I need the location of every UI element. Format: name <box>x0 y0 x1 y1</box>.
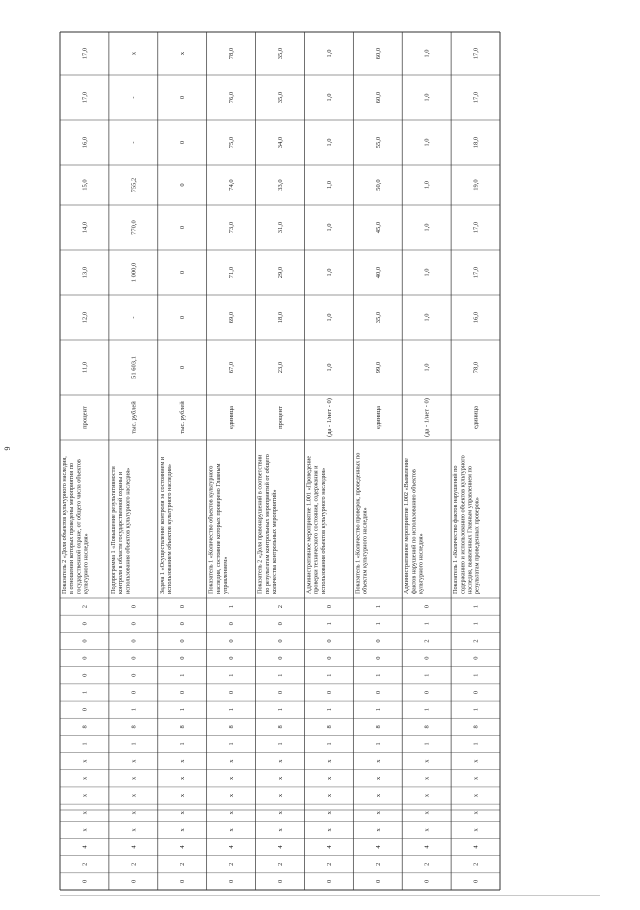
table-value-cell: 18,0 <box>277 311 284 324</box>
table-unit-cell: процент <box>81 406 89 429</box>
table-value-cell: 67,0 <box>228 361 236 374</box>
table-code-cell: 1 <box>228 742 236 746</box>
table-value-cell: - <box>130 96 138 99</box>
table-code-cell: x <box>228 759 236 763</box>
table-text-line: культурного наследия» <box>82 533 90 594</box>
table-code-cell: 2 <box>81 862 89 866</box>
table-value-cell: 0 <box>179 95 187 100</box>
table-text-line: объектам культурного наследия» <box>361 507 369 594</box>
table-text-line: Задача 1 «Осуществление контроля за состоянием и <box>158 456 166 594</box>
table-unit-cell: тыс. рублей <box>179 401 187 434</box>
table-code-cell: x <box>374 811 382 815</box>
table-value-cell: 17,0 <box>81 47 89 60</box>
table-value-cell: 1,0 <box>325 49 333 58</box>
table-text-line: Показатель 2 «Доля правонарушений в соответствии <box>256 454 264 594</box>
table-value-cell: 75,0 <box>228 136 236 149</box>
table-code-cell: x <box>81 811 89 815</box>
table-text-line: использования объектов культурного наследия» <box>319 467 327 594</box>
table-code-cell: x <box>81 776 89 780</box>
table-unit-cell: тыс. рублей <box>130 401 138 434</box>
table-code-cell: x <box>228 793 236 798</box>
table-unit-cell: процент <box>277 406 284 429</box>
table-value-cell: 60,0 <box>374 47 382 60</box>
table-code-cell: 0 <box>472 879 480 884</box>
table-code-cell: 1 <box>179 742 187 746</box>
table-value-cell: 1,0 <box>423 49 431 58</box>
table-code-cell: 4 <box>228 845 236 849</box>
table-code-cell: 8 <box>325 725 333 729</box>
table-code-cell: 0 <box>277 622 284 626</box>
table-text-line: контроля в области государственной охраны и <box>117 471 125 594</box>
table-code-cell: x <box>374 828 382 832</box>
table-value-cell: 1,0 <box>423 363 431 372</box>
table-code-cell: 0 <box>81 656 89 660</box>
table-code-cell: 8 <box>472 725 480 729</box>
table-code-cell: x <box>130 759 138 763</box>
table-code-cell: x <box>179 759 187 763</box>
table-code-cell: 1 <box>374 622 382 626</box>
table-code-cell: 0 <box>179 604 187 609</box>
table-value-cell: 35,0 <box>277 47 284 60</box>
table-code-cell: x <box>81 759 89 763</box>
table-value-cell: - <box>130 316 138 319</box>
table-code-cell: 1 <box>228 604 236 609</box>
table-code-cell: 0 <box>228 639 236 643</box>
table-code-cell: 0 <box>325 639 333 643</box>
table-code-cell: 2 <box>81 604 89 609</box>
table-text-line: управлением» <box>222 556 230 594</box>
table-value-cell: 1,0 <box>325 223 333 232</box>
table-value-cell: 51 603,1 <box>130 356 138 379</box>
table-value-cell: 23,0 <box>277 361 284 374</box>
table-value-cell: 34,0 <box>277 136 284 149</box>
table-text-line: культурного наследия» <box>417 533 425 594</box>
table-text-line: содержанию и использованию объектов культурного <box>459 455 467 594</box>
table-value-cell: 17,0 <box>472 91 480 104</box>
table-code-cell: 1 <box>130 708 138 712</box>
table-value-cell: 1,0 <box>423 268 431 277</box>
table-value-cell: 50,0 <box>374 179 382 191</box>
table-code-cell: 0 <box>374 879 382 884</box>
table-code-cell: 0 <box>277 879 284 884</box>
table-code-cell: 1 <box>81 742 89 746</box>
table-code-cell: x <box>228 811 236 815</box>
table-text-line: Административное мероприятие 1.002 «Выявление <box>403 458 411 594</box>
table-code-cell: x <box>325 811 333 815</box>
table-value-cell: 73,0 <box>228 221 236 234</box>
table-code-cell: 2 <box>325 862 333 866</box>
table-value-cell: 1,0 <box>423 223 431 232</box>
table-unit-cell: (да - 1/нет - 0) <box>325 398 333 437</box>
table-code-cell: x <box>277 776 284 780</box>
table-code-cell: 1 <box>472 708 480 712</box>
table-code-cell: 2 <box>277 604 284 609</box>
table-code-cell: 1 <box>374 604 382 609</box>
table-row-description <box>159 456 173 594</box>
table-value-cell: 19,0 <box>472 179 480 191</box>
table-code-cell: 0 <box>277 639 284 643</box>
table-value-cell: 60,0 <box>374 91 382 104</box>
table-code-cell: x <box>277 759 284 763</box>
table-code-cell: 0 <box>228 656 236 660</box>
table-code-cell: 4 <box>374 845 382 849</box>
table-value-cell: 1,0 <box>423 138 431 147</box>
table-value-cell: 770,0 <box>130 220 138 235</box>
table-code-cell: 0 <box>325 656 333 660</box>
table-value-cell: 1,0 <box>423 93 431 102</box>
table-code-cell: x <box>472 811 480 815</box>
table-value-cell: 55,0 <box>374 136 382 149</box>
table-value-cell: 76,0 <box>228 91 236 104</box>
table-value-cell: 35,0 <box>277 91 284 104</box>
table-code-cell: 0 <box>130 656 138 660</box>
table-code-cell: x <box>179 776 187 780</box>
table-text-line: Показатель 1 «Количество объектов культурного <box>207 465 215 594</box>
table-code-cell: 1 <box>277 673 284 677</box>
table-code-cell: 0 <box>325 690 333 695</box>
table-value-cell: 1,0 <box>325 180 333 190</box>
table-code-cell: 4 <box>277 845 284 849</box>
table-code-cell: 1 <box>374 673 382 677</box>
table-text-line: государственной охране, от общего числа объектов <box>75 459 83 594</box>
table-value-cell: 1,0 <box>325 313 333 322</box>
table-code-cell: x <box>81 828 89 832</box>
table-code-cell: 8 <box>277 725 284 729</box>
table-code-cell: x <box>423 793 431 798</box>
table-code-cell: 1 <box>277 742 284 746</box>
table-text-line: наследия, состояние которых проверено Главным <box>214 463 222 594</box>
table-code-cell: 4 <box>325 845 333 849</box>
table-code-cell: 0 <box>228 879 236 884</box>
table-row-description <box>403 458 424 594</box>
table-code-cell: 0 <box>423 879 431 884</box>
table-code-cell: 0 <box>81 879 89 884</box>
table-code-cell: 0 <box>81 708 89 712</box>
table-code-cell: 8 <box>130 725 138 729</box>
table-code-cell: 8 <box>423 725 431 729</box>
table-code-cell: 0 <box>228 622 236 626</box>
table-value-cell: 1,0 <box>325 138 333 147</box>
table-value-cell: 16,0 <box>81 136 89 149</box>
table-code-cell: 2 <box>228 862 236 866</box>
table-code-cell: 0 <box>423 604 431 609</box>
table-text-line: Административное мероприятие 1.001 «Проведение <box>305 455 313 594</box>
table-row-description <box>110 466 131 594</box>
table-code-cell: 8 <box>374 725 382 729</box>
table-code-cell: 1 <box>81 690 89 695</box>
table-value-cell: 0 <box>179 315 187 320</box>
table-code-cell: 2 <box>423 862 431 866</box>
table-row-description <box>61 456 90 594</box>
table-code-cell: 0 <box>374 656 382 660</box>
table-code-cell: 0 <box>277 690 284 695</box>
table-value-cell: 71,0 <box>228 266 236 279</box>
table-value-cell: 31,0 <box>277 221 284 234</box>
table-code-cell: 1 <box>325 622 333 626</box>
table-text-line: проверки технического состояния, содержания и <box>312 465 320 594</box>
table-text-line: фактов нарушений по использованию объектов <box>410 469 418 594</box>
table-row-description <box>354 453 368 594</box>
table-row-description <box>305 456 326 594</box>
table-value-cell: 1,0 <box>423 313 431 322</box>
table-code-cell: x <box>130 776 138 780</box>
table-code-cell: 2 <box>179 862 187 866</box>
table-text-line: количества контрольных мероприятий» <box>270 489 278 594</box>
table-code-cell: 8 <box>228 725 236 729</box>
table-value-cell: 12,0 <box>81 311 89 324</box>
table-text-line: использования объектов культурного наследия» <box>124 467 132 594</box>
table-code-cell: x <box>277 811 284 815</box>
table-code-cell: 0 <box>423 656 431 660</box>
table-value-cell: 74,0 <box>228 179 236 191</box>
table-code-cell: x <box>325 793 333 798</box>
table-code-cell: 2 <box>423 639 431 643</box>
table-code-cell: 0 <box>472 690 480 695</box>
table-code-cell: 1 <box>277 708 284 712</box>
table-code-cell: 4 <box>130 845 138 849</box>
table-value-cell: 78,0 <box>228 47 236 60</box>
table-unit-cell: (да - 1/нет - 0) <box>423 398 431 437</box>
table-value-cell: - <box>130 141 138 144</box>
table-code-cell: x <box>130 811 138 815</box>
table-code-cell: 4 <box>81 845 89 849</box>
table-value-cell: 16,0 <box>472 311 480 324</box>
table-code-cell: x <box>277 793 284 798</box>
table-code-cell: 1 <box>228 708 236 712</box>
table-value-cell: 1,0 <box>325 93 333 102</box>
table-value-cell: 99,0 <box>374 361 382 374</box>
table-value-cell: 69,0 <box>228 311 236 324</box>
table-code-cell: 2 <box>277 862 284 866</box>
table-code-cell: x <box>130 793 138 798</box>
table-code-cell: 1 <box>130 742 138 746</box>
table-code-cell: 4 <box>423 845 431 849</box>
table-code-cell: 0 <box>179 690 187 695</box>
scan-artifact-line <box>60 895 600 896</box>
table-code-cell: 0 <box>179 639 187 643</box>
table-code-cell: x <box>130 828 138 832</box>
table-value-cell: 14,0 <box>81 221 89 234</box>
table-code-cell: 0 <box>374 639 382 643</box>
table-code-cell: 1 <box>179 673 187 677</box>
table-code-cell: 0 <box>81 673 89 677</box>
table-text-line: в отношении которых проведены мероприятия по <box>68 462 76 594</box>
table-code-cell: 0 <box>81 639 89 643</box>
table-value-cell: 35,0 <box>374 311 382 324</box>
table-code-cell: 1 <box>374 708 382 712</box>
table-value-cell: 1 000,0 <box>130 262 138 283</box>
table-code-cell: x <box>374 776 382 780</box>
table-text-line: результатам проведенных проверок» <box>473 497 481 594</box>
table-code-cell: 1 <box>472 604 480 609</box>
table-code-cell: 0 <box>179 879 187 884</box>
table-text-line: по результатам контрольных мероприятий от общего <box>263 454 271 594</box>
table-text-line: Показатель 1 «Количество проверок, проведенных по <box>354 452 362 594</box>
table-value-cell: 13,0 <box>81 266 89 279</box>
table-code-cell: x <box>228 828 236 832</box>
table-value-cell: 18,0 <box>472 136 480 149</box>
table-code-cell: 0 <box>325 879 333 884</box>
table-value-cell: 0 <box>179 225 187 230</box>
table-value-cell: 17,0 <box>472 266 480 279</box>
table-value-cell: x <box>179 51 187 56</box>
table-code-cell: x <box>423 828 431 832</box>
table-text-line: Подпрограмма 1 «Повышение результативности <box>109 466 117 594</box>
table-code-cell: x <box>325 759 333 763</box>
table-code-cell: x <box>325 828 333 832</box>
table-value-cell: 1,0 <box>325 268 333 277</box>
table-value-cell: x <box>130 51 138 56</box>
table-code-cell: x <box>228 776 236 780</box>
table-code-cell: 0 <box>472 656 480 660</box>
table-text-line: Показатель 2 «Доля объектов культурного наследия, <box>61 456 68 594</box>
table-code-cell: 0 <box>277 656 284 660</box>
table-code-cell: x <box>472 776 480 780</box>
table-code-cell: x <box>472 828 480 832</box>
table-code-cell: 0 <box>130 639 138 643</box>
table-code-cell: 1 <box>423 708 431 712</box>
table-code-cell: 0 <box>130 604 138 609</box>
table-value-cell: 1,0 <box>325 363 333 372</box>
table-value-cell: 0 <box>179 183 187 187</box>
table-code-cell: x <box>179 793 187 798</box>
table-code-cell: 2 <box>374 862 382 866</box>
table-value-cell: 11,0 <box>81 361 89 374</box>
table-code-cell: x <box>423 759 431 763</box>
table-row-description <box>208 463 229 594</box>
table-value-cell: 15,0 <box>81 179 89 191</box>
table-code-cell: 1 <box>325 742 333 746</box>
table-code-cell: x <box>423 776 431 780</box>
table-value-cell: 755,2 <box>130 177 138 193</box>
table-value-cell: 78,0 <box>472 361 480 374</box>
table-code-cell: x <box>325 776 333 780</box>
table-code-cell: 0 <box>228 690 236 695</box>
table-code-cell: 1 <box>228 673 236 677</box>
table-value-cell: 17,0 <box>81 91 89 104</box>
table-code-cell: 0 <box>130 690 138 695</box>
table-value-cell: 33,0 <box>277 179 284 191</box>
table-text-line: использованием объектов культурного наследия» <box>165 464 173 594</box>
table-unit-cell: единица <box>472 406 480 429</box>
table-value-cell: 1,0 <box>423 180 431 190</box>
table-code-cell: 2 <box>130 862 138 866</box>
table-code-cell: 2 <box>472 862 480 866</box>
table-code-cell: 2 <box>472 639 480 643</box>
table-code-cell: 0 <box>179 656 187 660</box>
table-value-cell: 45,0 <box>374 221 382 234</box>
table-text-line: наследия, выявленных Главным управлением по <box>466 466 474 594</box>
table-code-cell: 0 <box>130 622 138 626</box>
table-value-cell: 17,0 <box>472 47 480 60</box>
table-unit-cell: единица <box>228 406 236 429</box>
table-code-cell: x <box>277 828 284 832</box>
table-code-cell: 4 <box>179 845 187 849</box>
table-code-cell: 1 <box>179 708 187 712</box>
table-code-cell: 1 <box>423 622 431 626</box>
table-code-cell: 4 <box>472 845 480 849</box>
table-code-cell: 0 <box>130 673 138 677</box>
table-code-cell: 1 <box>472 673 480 677</box>
table-value-cell: 40,0 <box>374 266 382 279</box>
table-unit-cell: единица <box>374 406 382 429</box>
table-value-cell: 29,0 <box>277 266 284 279</box>
table-value-cell: 0 <box>179 270 187 275</box>
table-code-cell: 1 <box>472 622 480 626</box>
table-code-cell: 0 <box>81 622 89 626</box>
page-number: 6 <box>2 446 12 451</box>
table-code-cell: 8 <box>179 725 187 729</box>
table-text-line: Показатель 1 «Количество фактов нарушений по <box>452 465 460 594</box>
table-code-cell: 1 <box>423 673 431 677</box>
table-code-cell: x <box>472 759 480 763</box>
table-code-cell: x <box>81 793 89 798</box>
table-code-cell: 1 <box>325 673 333 677</box>
table-code-cell: 0 <box>423 690 431 695</box>
table-code-cell: x <box>423 811 431 815</box>
table-value-cell: 17,0 <box>472 221 480 234</box>
table-code-cell: x <box>472 793 480 798</box>
table-code-cell: 0 <box>179 622 187 626</box>
table-code-cell: 1 <box>374 742 382 746</box>
table-code-cell: x <box>179 828 187 832</box>
table-code-cell: 0 <box>325 604 333 609</box>
table-code-cell: 1 <box>472 742 480 746</box>
table-value-cell: 0 <box>179 365 187 370</box>
table-code-cell: 1 <box>423 742 431 746</box>
table-code-cell: x <box>374 759 382 763</box>
table-row-description <box>257 454 278 594</box>
table-value-cell: 0 <box>179 140 187 145</box>
table-code-cell: x <box>179 811 187 815</box>
table-code-cell: 0 <box>374 690 382 695</box>
table-code-cell: 1 <box>325 708 333 712</box>
table-code-cell: 8 <box>81 725 89 729</box>
table-code-cell: 0 <box>130 879 138 884</box>
table-row-description <box>452 455 481 594</box>
table-code-cell: x <box>374 793 382 798</box>
